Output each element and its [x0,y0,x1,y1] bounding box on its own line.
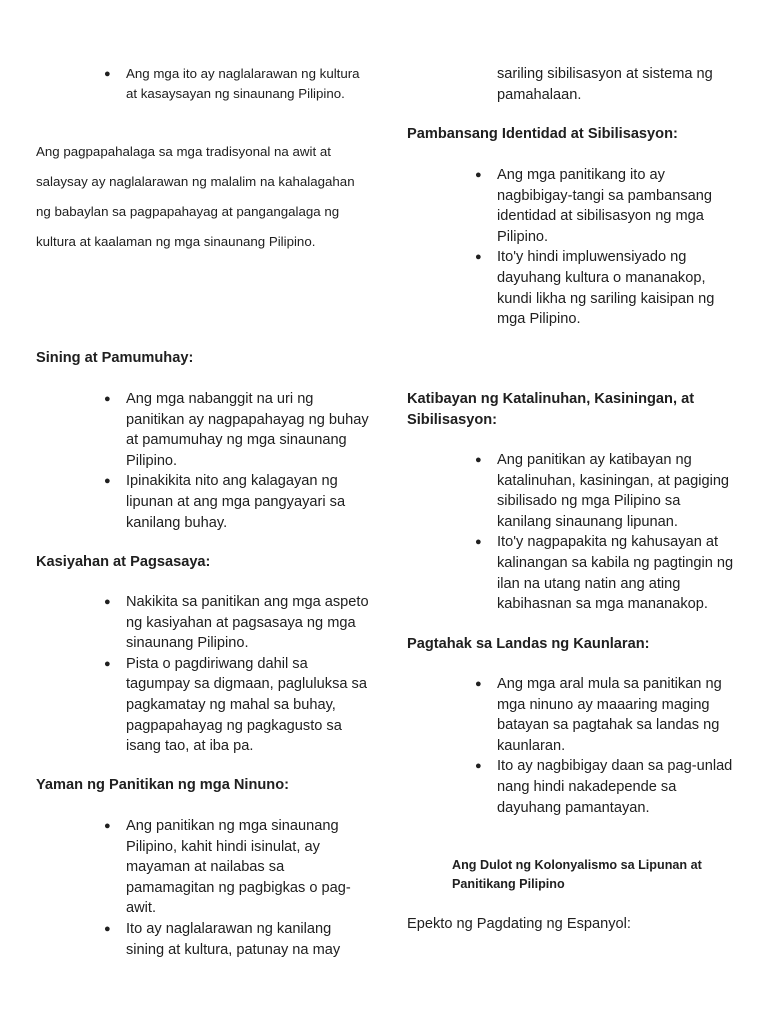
section-heading-kasiyahan: Kasiyahan at Pagsasaya: [36,554,211,570]
intro-paragraph: Ang pagpapahalaga sa mga tradisyonal na awit at salaysay ay naglalarawan ng malalim na kahalagahan ng babaylan sa pagpapahayag at pangangalaga ng kultura at kaalaman ng mga sinaunang Pilipino. [36,144,355,249]
bullet-list-sining [36,389,370,533]
section-heading-sining: Sining at Pamumuhay: [36,350,194,366]
bullet-list-pambansang [407,165,737,330]
bullet-list-yaman [36,816,370,960]
list-item: ● Ang panitikan ay katibayan ng katalinuhan, kasiningan, at pagiging sibilisado ng mga Pilipino sa kanilang sinaunang lipunan. [407,450,737,532]
list-item: ● Ito ay nagbibigay daan sa pag-unlad nang hindi nakadepende sa dayuhang pamantayan. [407,756,737,818]
closing-line: Epekto ng Pagdating ng Espanyol: [407,916,631,932]
colonialism-subheading: Ang Dulot ng Kolonyalismo sa Lipunan at Panitikang Pilipino [452,858,702,891]
top-bullet-list [36,64,370,104]
section-heading-pagtahak: Pagtahak sa Landas ng Kaunlaran: [407,636,650,652]
section-heading-yaman: Yaman ng Panitikan ng mga Ninuno: [36,777,289,793]
list-item: ● Ito ay naglalarawan ng kanilang sining at kultura, patunay na may [36,919,370,960]
bullet-list-katibayan [407,450,737,615]
list-item: ● Ito'y hindi impluwensiyado ng dayuhang kultura o mananakop, kundi likha ng sariling kaisipan ng mga Pilipino. [407,247,737,329]
list-item: ● Ipinakikita nito ang kalagayan ng lipunan at ang mga pangyayari sa kanilang buhay. [36,471,370,533]
list-item: ● Pista o pagdiriwang dahil sa tagumpay sa digmaan, pagluluksa sa pagkamatay ng mahal sa buhay, pagpapahayag ng pagkagusto sa isang tao, at iba pa. [36,654,370,757]
list-item: ● Ang mga aral mula sa panitikan ng mga ninuno ay maaaring maging batayan sa pagtahak sa landas ng kaunlaran. [407,674,737,756]
list-item: ● Ang panitikan ng mga sinaunang Pilipino, kahit hindi isinulat, ay mayaman at nailabas sa pamamagitan ng pagbigkas o pag-awit. [36,816,370,919]
bullet-list-kasiyahan [36,592,370,757]
section-heading-pambansang: Pambansang Identidad at Sibilisasyon: [407,126,678,142]
list-item: ● Ang mga panitikang ito ay nagbibigay-tangi sa pambansang identidad at sibilisasyon ng mga Pilipino. [407,165,737,247]
bullet-list-pagtahak [407,674,737,818]
list-item: ● Ang mga ito ay naglalarawan ng kultura at kasaysayan ng sinaunang Pilipino. [36,64,370,104]
list-item: ● Ito'y nagpapakita ng kahusayan at kalinangan sa kabila ng pagtingin ng ilan na utang natin ang ating kabihasnan sa mga mananakop. [407,532,737,614]
section-heading-katibayan: Katibayan ng Katalinuhan, Kasiningan, at Sibilisasyon: [407,391,695,428]
continuation-text: sariling sibilisasyon at sistema ng pamahalaan. [497,66,713,103]
list-item: ● Nakikita sa panitikan ang mga aspeto ng kasiyahan at pagsasaya ng mga sinaunang Pilipino. [36,592,370,654]
list-item: ● Ang mga nabanggit na uri ng panitikan ay nagpapahayag ng buhay at pamumuhay ng mga sinaunang Pilipino. [36,389,370,471]
